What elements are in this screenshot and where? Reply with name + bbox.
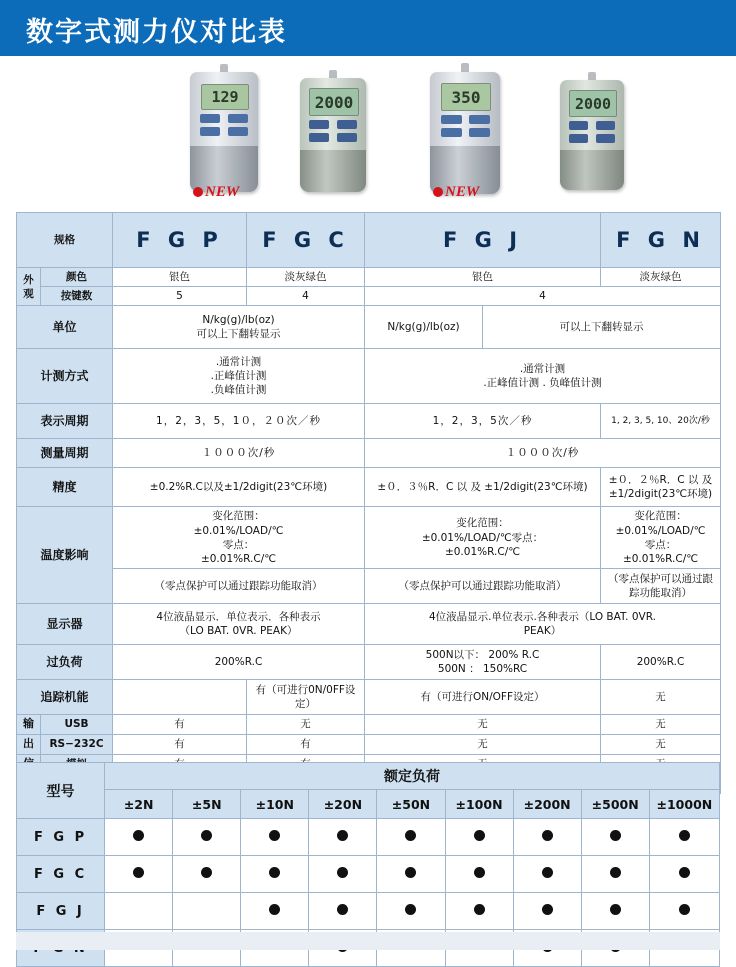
- device-body: [190, 72, 258, 192]
- load-model-label: 型号: [17, 763, 105, 819]
- overload-fgj: [365, 645, 601, 680]
- temp-line: 零点：: [222, 538, 255, 551]
- display-line: （LO BAT. 0VR. PEAK）: [179, 625, 298, 638]
- overload-line: 500N以下： 200% R.C: [425, 648, 540, 661]
- device-key: [569, 121, 588, 130]
- device-screen: 350: [441, 83, 491, 111]
- dot-marker: [269, 867, 280, 878]
- device-key: [596, 134, 615, 143]
- measure-mode-line: .负峰值计测: [210, 384, 267, 397]
- load-header-row: [17, 763, 720, 790]
- temp-line: ±0.01%/LOAD/℃零点：: [421, 531, 544, 544]
- table-row: [17, 856, 720, 893]
- tracking-fgn: 无: [601, 680, 721, 715]
- load-cell: [513, 856, 581, 893]
- device-key: [309, 133, 329, 142]
- device-key: [337, 120, 357, 129]
- model-header-fgj: F G J: [365, 213, 601, 268]
- temp-line: 变化范围：: [456, 517, 509, 530]
- model-header-fgc: F G C: [247, 213, 365, 268]
- load-col-200n: ±200N: [513, 790, 581, 819]
- spec-header-label: 规格: [17, 213, 113, 268]
- specification-table: [16, 212, 721, 794]
- table-row-color: [17, 268, 721, 287]
- table-row-temperature: [17, 507, 721, 569]
- load-col-100n: ±100N: [445, 790, 513, 819]
- dot-marker: [405, 904, 416, 915]
- row-label-color: 颜色: [41, 268, 113, 287]
- temp-line: ±0.01%R.C/℃: [622, 552, 699, 565]
- load-cell: [309, 856, 377, 893]
- temp-line: ±0.01%R.C/℃: [200, 552, 277, 565]
- row-label-rs232: RS−232C: [41, 734, 113, 754]
- tracking-fgj: 有（可进行ON/OFF设定）: [365, 680, 601, 715]
- load-cell: [581, 856, 649, 893]
- device-fgj: [430, 72, 500, 194]
- load-cell: [105, 893, 173, 930]
- table-row-temperature-note: [17, 569, 721, 604]
- table-row-display: [17, 604, 721, 645]
- row-label-temperature: 温度影响: [17, 507, 113, 604]
- load-cell: [309, 819, 377, 856]
- display-fgp-fgc: [113, 604, 365, 645]
- dot-marker: [133, 867, 144, 878]
- new-badge-fgp: NEW: [205, 184, 240, 200]
- device-key: [469, 115, 490, 124]
- device-body: [560, 80, 624, 190]
- device-key: [200, 127, 220, 136]
- dot-marker: [610, 867, 621, 878]
- load-cell: [581, 819, 649, 856]
- measure-mode-line: .通常计测: [215, 356, 262, 369]
- dot-marker: [269, 830, 280, 841]
- temp-line: 变化范围：: [212, 510, 265, 523]
- load-cell: [445, 856, 513, 893]
- load-col-10n: ±10N: [241, 790, 309, 819]
- measure-mode-line: .通常计测: [519, 363, 566, 376]
- usb-fgn: 无: [601, 715, 721, 735]
- load-col-5n: ±5N: [173, 790, 241, 819]
- row-label-overload: 过负荷: [17, 645, 113, 680]
- row-label-usb: USB: [41, 715, 113, 735]
- device-key: [228, 114, 248, 123]
- model-header-fgn: F G N: [601, 213, 721, 268]
- temp-line: 变化范围：: [634, 510, 687, 523]
- table-row: [17, 819, 720, 856]
- measure-mode-fgj-fgn: [365, 349, 721, 404]
- tracking-fgp: [113, 680, 247, 715]
- rs232-fgj: 无: [365, 734, 601, 754]
- temp-line: ±0.01%/LOAD/℃: [193, 524, 284, 537]
- display-fgj-fgn: [365, 604, 721, 645]
- dot-marker: [269, 904, 280, 915]
- temperature-fgn: [601, 507, 721, 569]
- usb-fgj: 无: [365, 715, 601, 735]
- dot-marker: [201, 867, 212, 878]
- measure-mode-line: .正峰值计测: [210, 370, 267, 383]
- load-cell: [513, 819, 581, 856]
- dot-marker: [542, 904, 553, 915]
- device-screen: 2000: [309, 88, 359, 116]
- tracking-fgc: 有（可进行0N/0FF设定）: [247, 680, 365, 715]
- device-key: [441, 115, 462, 124]
- load-row-model-fgp: F G P: [17, 819, 105, 856]
- load-cell: [241, 893, 309, 930]
- load-col-1000n: ±1000N: [649, 790, 719, 819]
- load-row-model-fgj: F G J: [17, 893, 105, 930]
- usb-fgc: 无: [247, 715, 365, 735]
- load-col-2n: ±2N: [105, 790, 173, 819]
- row-label-measure-mode: 计测方式: [17, 349, 113, 404]
- temperature-note-fgn: （零点保护可以通过跟踪功能取消）: [601, 569, 721, 604]
- load-cell: [241, 856, 309, 893]
- temperature-note-fgp-fgc: （零点保护可以通过跟踪功能取消）: [113, 569, 365, 604]
- load-cell: [445, 893, 513, 930]
- load-cell: [105, 819, 173, 856]
- table-row-keys: [17, 287, 721, 306]
- device-key: [469, 128, 490, 137]
- color-fgp: 银色: [113, 268, 247, 287]
- model-header-fgp: F G P: [113, 213, 247, 268]
- row-label-accuracy: 精度: [17, 468, 113, 507]
- keys-fgc: 4: [247, 287, 365, 306]
- table-row-overload: [17, 645, 721, 680]
- dot-marker: [474, 830, 485, 841]
- table-row: [17, 893, 720, 930]
- table-row-sample-cycle: [17, 439, 721, 468]
- row-label-keys: 按键数: [41, 287, 113, 306]
- page-title: 数字式测力仪对比表: [26, 17, 287, 48]
- device-key: [596, 121, 615, 130]
- row-label-output-1: 输: [17, 715, 41, 735]
- load-column-header-row: [17, 790, 720, 819]
- overload-line: 500N ： 150%RC: [437, 663, 528, 676]
- load-cell: [377, 893, 445, 930]
- display-line: 4位液晶显示.单位表示.各种表示（LO BAT. 0VR.: [429, 610, 656, 623]
- row-label-sample-cycle: 测量周期: [17, 439, 113, 468]
- temperature-note-fgj: （零点保护可以通过跟踪功能取消）: [365, 569, 601, 604]
- table-row-rs232: [17, 734, 721, 754]
- row-label-display-cycle: 表示周期: [17, 404, 113, 439]
- load-cell: [377, 856, 445, 893]
- unit-line2: 可以上下翻转显示: [196, 328, 281, 341]
- table-row-unit: [17, 306, 721, 349]
- dot-marker: [337, 904, 348, 915]
- row-label-output-2: 出: [17, 734, 41, 754]
- device-screen: 2000: [569, 90, 617, 117]
- dot-marker: [542, 867, 553, 878]
- temp-line: 零点：: [644, 538, 677, 551]
- row-label-display: 显示器: [17, 604, 113, 645]
- dot-marker: [474, 904, 485, 915]
- dot-marker: [679, 830, 690, 841]
- load-col-50n: ±50N: [377, 790, 445, 819]
- load-cell: [445, 819, 513, 856]
- table-row-usb: [17, 715, 721, 735]
- dot-marker: [337, 867, 348, 878]
- dot-marker: [610, 830, 621, 841]
- dot-marker: [610, 904, 621, 915]
- load-cell: [649, 893, 719, 930]
- load-cell: [649, 856, 719, 893]
- unit-fgp-fgc: [113, 306, 365, 349]
- rs232-fgn: 无: [601, 734, 721, 754]
- display-line: PEAK）: [523, 625, 562, 638]
- measure-mode-fgp-fgc: [113, 349, 365, 404]
- load-cell: [105, 856, 173, 893]
- usb-fgp: 有: [113, 715, 247, 735]
- sample-cycle-fgp-fgc: １０００次/秒: [113, 439, 365, 468]
- load-col-20n: ±20N: [309, 790, 377, 819]
- new-badge-fgj: NEW: [445, 184, 480, 200]
- color-fgj: 银色: [365, 268, 601, 287]
- rs232-fgc: 有: [247, 734, 365, 754]
- overload-fgn: 200%R.C: [601, 645, 721, 680]
- temperature-fgj: [365, 507, 601, 569]
- accuracy-fgp-fgc: ±0.2%R.C以及±1/2digit(23℃环境): [113, 468, 365, 507]
- temperature-fgp-fgc: [113, 507, 365, 569]
- row-label-unit: 单位: [17, 306, 113, 349]
- load-cell: [649, 819, 719, 856]
- device-key: [337, 133, 357, 142]
- keys-fgj-fgn: 4: [365, 287, 721, 306]
- table-row-accuracy: [17, 468, 721, 507]
- display-line: 4位液晶显示．单位表示．各种表示: [156, 610, 321, 623]
- device-key: [200, 114, 220, 123]
- device-key: [441, 128, 462, 137]
- page-header: [0, 0, 736, 56]
- keys-fgp: 5: [113, 287, 247, 306]
- accuracy-fgn: ±０．２％R．C 以 及 ±1/2digit(23℃环境): [601, 468, 721, 507]
- dot-marker: [133, 830, 144, 841]
- table-row-display-cycle: [17, 404, 721, 439]
- dot-marker: [679, 904, 690, 915]
- unit-line1: N/kg(g)/lb(oz): [202, 314, 275, 327]
- color-fgc: 淡灰绿色: [247, 268, 365, 287]
- rs232-fgp: 有: [113, 734, 247, 754]
- dot-marker: [337, 830, 348, 841]
- load-cell: [377, 819, 445, 856]
- dot-marker: [542, 830, 553, 841]
- table-row-tracking: [17, 680, 721, 715]
- color-fgn: 淡灰绿色: [601, 268, 721, 287]
- display-cycle-fgp-fgc: 1，2，3，5，1０，２０次／秒: [113, 404, 365, 439]
- load-cell: [309, 893, 377, 930]
- dot-marker: [679, 867, 690, 878]
- display-cycle-fgj: 1，2，3，5次／秒: [365, 404, 601, 439]
- load-rated-label: 额定负荷: [105, 763, 720, 790]
- device-grip: [300, 150, 366, 192]
- load-cell: [241, 819, 309, 856]
- load-cell: [173, 893, 241, 930]
- product-photo-strip: [0, 56, 736, 206]
- load-cell: [173, 856, 241, 893]
- device-screen: 129: [201, 84, 249, 110]
- unit-fgj: N/kg(g)/lb(oz): [365, 306, 483, 349]
- device-fgp: [190, 72, 258, 192]
- load-cell: [513, 893, 581, 930]
- table-row-measure-mode: [17, 349, 721, 404]
- device-body: [430, 72, 500, 194]
- load-col-500n: ±500N: [581, 790, 649, 819]
- device-fgn: [560, 80, 624, 190]
- row-label-tracking: 追踪机能: [17, 680, 113, 715]
- page-footer-band: [16, 932, 720, 950]
- row-label-appearance: 外观: [17, 268, 41, 306]
- device-grip: [560, 150, 624, 190]
- device-body: [300, 78, 366, 192]
- unit-fgj-fgn-flip: 可以上下翻转显示: [483, 306, 721, 349]
- accuracy-fgj: ±０．３％R．C 以 及 ±1/2digit(23℃环境): [365, 468, 601, 507]
- temp-line: ±0.01%R.C/℃: [444, 545, 521, 558]
- device-fgc: [300, 78, 366, 192]
- sample-cycle-fgj-fgn: １０００次/秒: [365, 439, 721, 468]
- device-key: [309, 120, 329, 129]
- device-key: [569, 134, 588, 143]
- dot-marker: [405, 867, 416, 878]
- temp-line: ±0.01%/LOAD/℃: [615, 524, 706, 537]
- load-row-model-fgc: F G C: [17, 856, 105, 893]
- load-cell: [581, 893, 649, 930]
- display-cycle-fgn: 1, 2, 3, 5, 10、20次/秒: [601, 404, 721, 439]
- measure-mode-line: .正峰值计测 . 负峰值计测: [483, 377, 602, 390]
- dot-marker: [405, 830, 416, 841]
- device-key: [228, 127, 248, 136]
- dot-marker: [474, 867, 485, 878]
- dot-marker: [201, 830, 212, 841]
- table-header-row: [17, 213, 721, 268]
- overload-fgp-fgc: 200%R.C: [113, 645, 365, 680]
- load-cell: [173, 819, 241, 856]
